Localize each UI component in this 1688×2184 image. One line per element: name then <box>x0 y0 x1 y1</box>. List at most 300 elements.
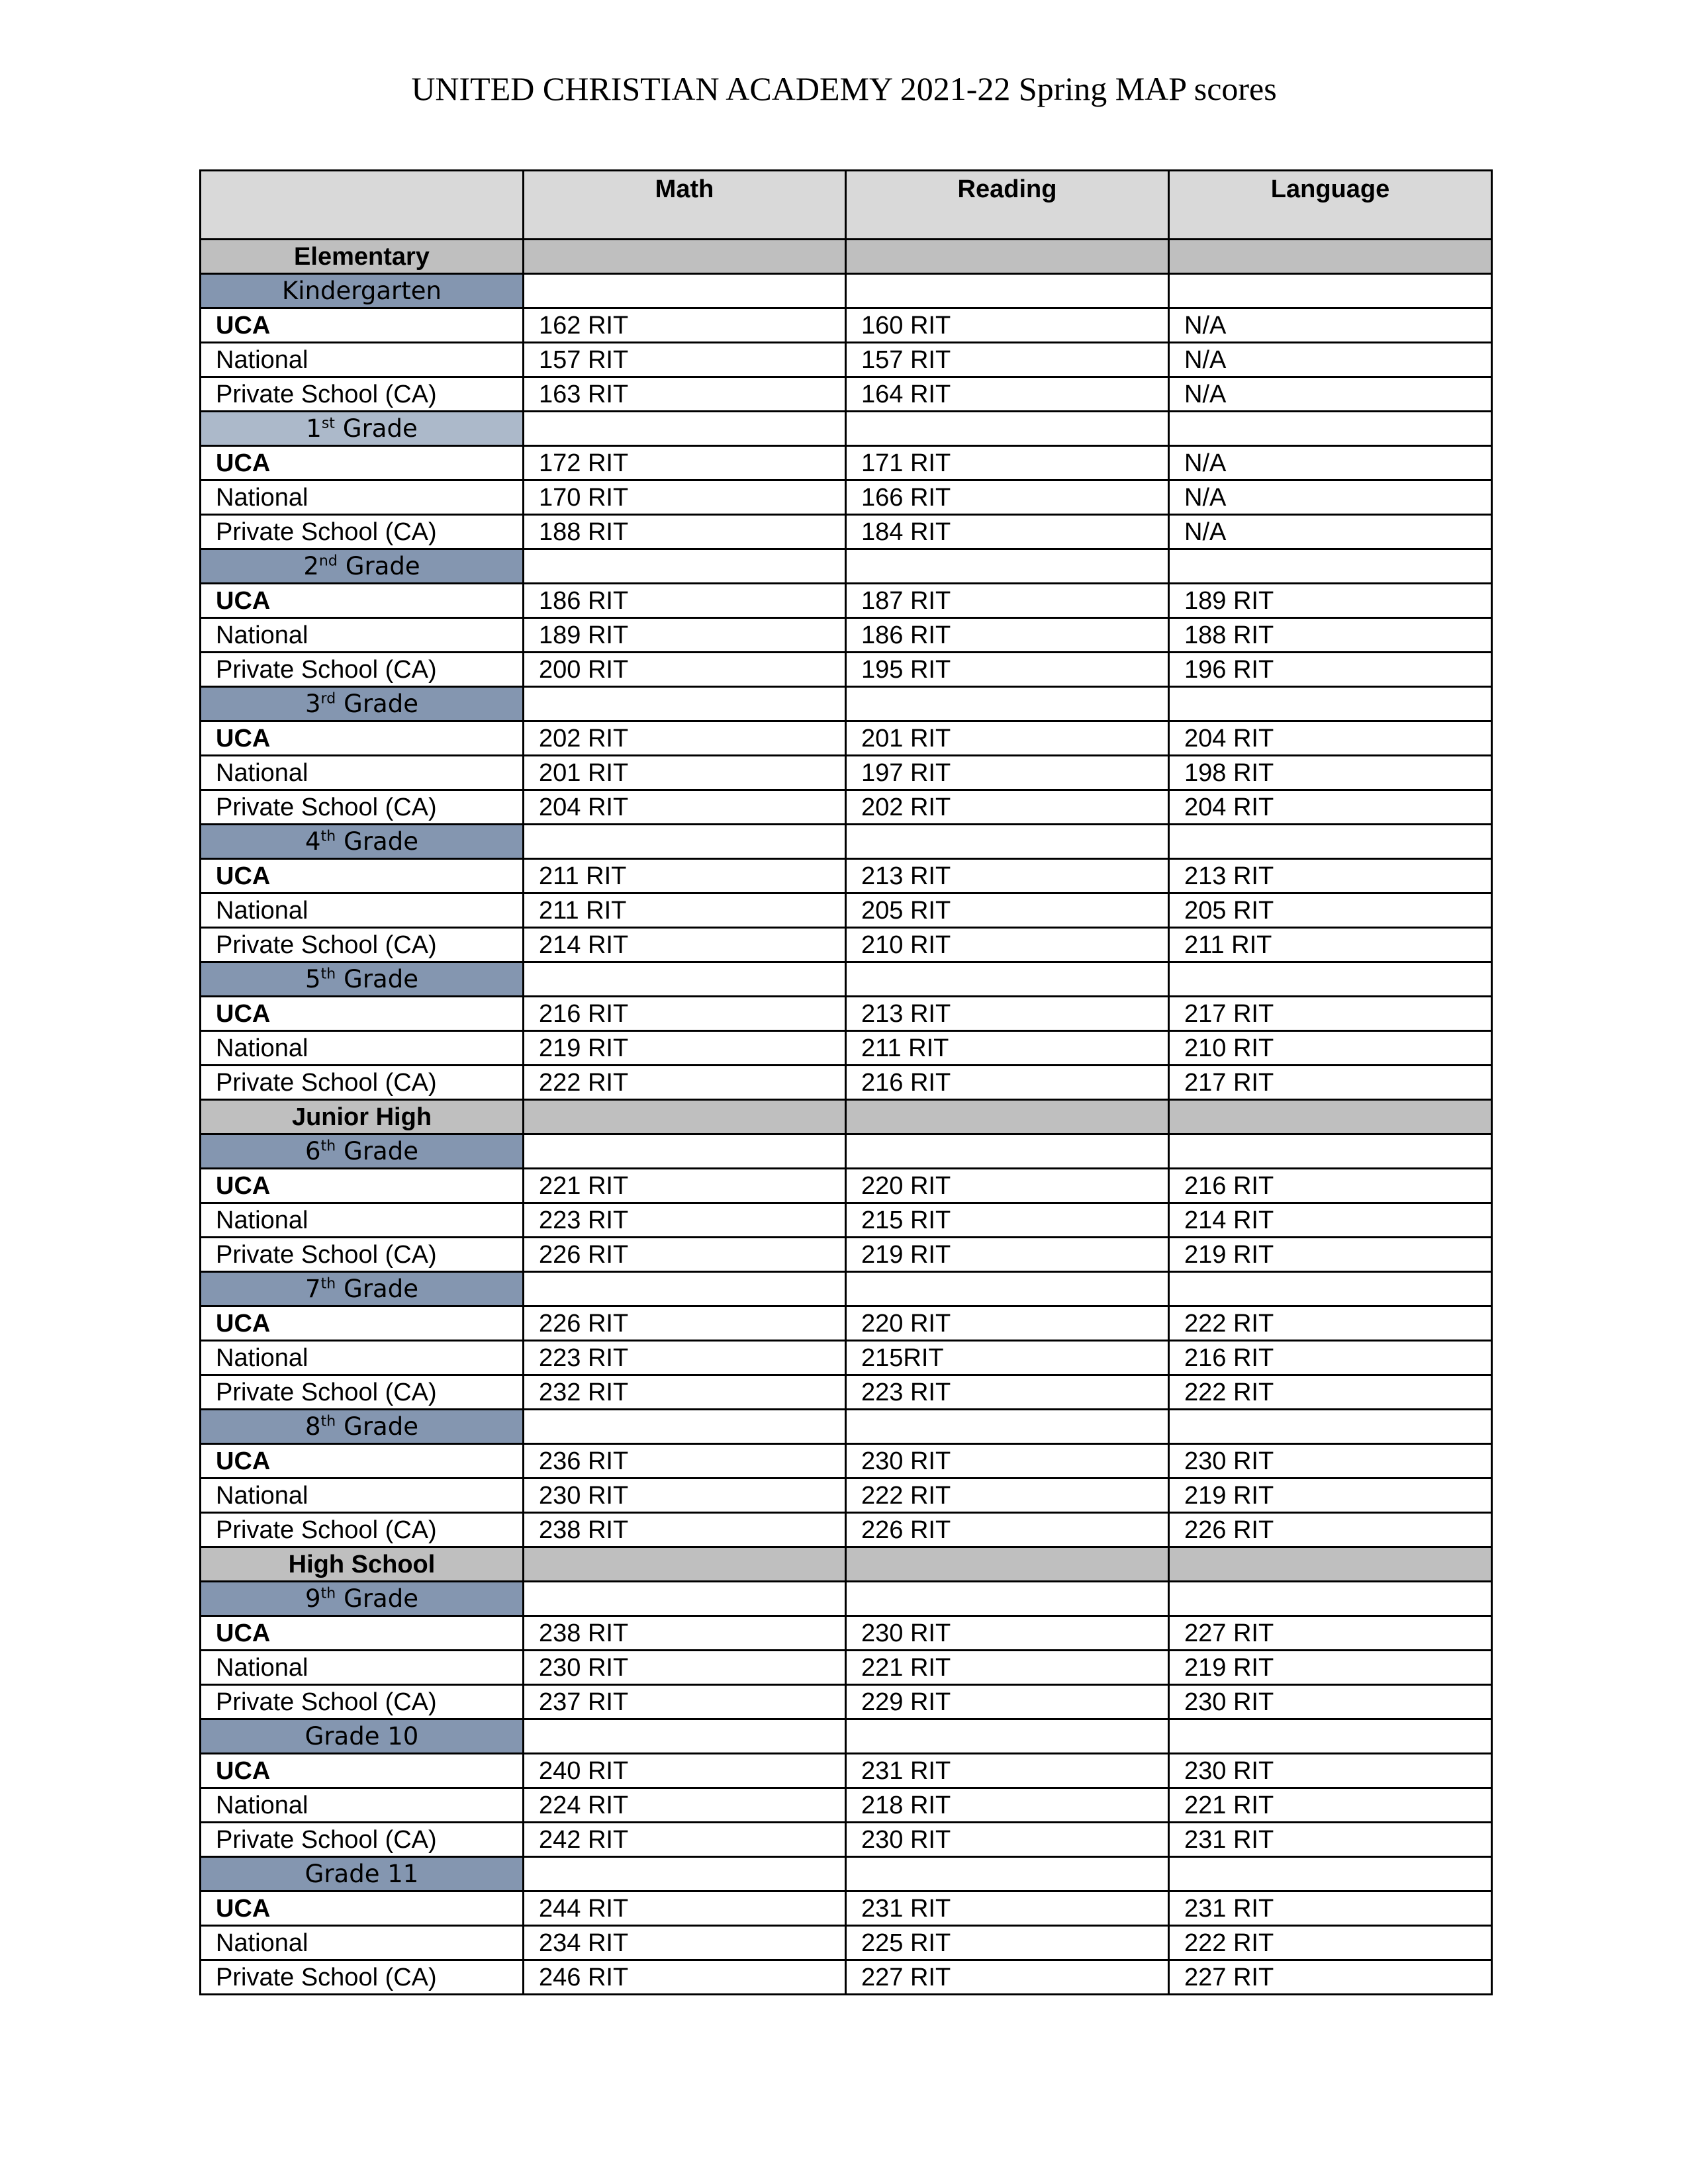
grade-label <box>305 1722 419 1751</box>
reading-score: 202 RIT <box>846 790 1169 825</box>
math-score: 226 RIT <box>524 1306 846 1341</box>
grade-ordinal-suffix: th <box>320 1585 336 1602</box>
language-score: 217 RIT <box>1169 997 1492 1031</box>
grade-number: 5 <box>305 964 321 993</box>
math-score: 211 RIT <box>524 893 846 928</box>
language-score: 198 RIT <box>1169 756 1492 790</box>
reading-score: 222 RIT <box>846 1479 1169 1513</box>
header-row <box>201 171 1492 240</box>
table-row <box>201 1754 1492 1788</box>
section-empty-cell <box>1169 1547 1492 1582</box>
table-row <box>201 790 1492 825</box>
math-score: 202 RIT <box>524 721 846 756</box>
table-row <box>201 1616 1492 1651</box>
table-row <box>201 1169 1492 1203</box>
grade-label-cell <box>201 412 524 446</box>
reading-score: 186 RIT <box>846 618 1169 653</box>
grade-number: 6 <box>305 1136 321 1165</box>
table-row <box>201 1823 1492 1857</box>
grade-empty-cell <box>846 412 1169 446</box>
language-score: 196 RIT <box>1169 653 1492 687</box>
row-label: National <box>201 1479 524 1513</box>
section-row <box>201 1547 1492 1582</box>
reading-score: 219 RIT <box>846 1238 1169 1272</box>
row-label: UCA <box>201 1444 524 1479</box>
grade-number: 3 <box>305 689 321 718</box>
grade-row <box>201 274 1492 308</box>
grade-ordinal-suffix: th <box>320 828 336 845</box>
row-label: National <box>201 343 524 377</box>
language-score: 230 RIT <box>1169 1444 1492 1479</box>
row-label: UCA <box>201 859 524 893</box>
reading-score: 231 RIT <box>846 1891 1169 1926</box>
section-empty-cell <box>1169 1100 1492 1134</box>
math-score: 244 RIT <box>524 1891 846 1926</box>
table-row <box>201 1066 1492 1100</box>
reading-score: 187 RIT <box>846 584 1169 618</box>
grade-number: Grade 11 <box>305 1859 419 1888</box>
row-label: UCA <box>201 1169 524 1203</box>
grade-row <box>201 1857 1492 1891</box>
grade-empty-cell <box>524 1272 846 1306</box>
language-score: 189 RIT <box>1169 584 1492 618</box>
grade-ordinal-suffix: th <box>320 1138 336 1155</box>
math-score: 237 RIT <box>524 1685 846 1719</box>
grade-number: Kindergarten <box>282 276 442 305</box>
table-row <box>201 1788 1492 1823</box>
grade-empty-cell <box>846 1410 1169 1444</box>
grade-label-cell <box>201 1134 524 1169</box>
grade-row <box>201 1582 1492 1616</box>
language-score: 216 RIT <box>1169 1169 1492 1203</box>
reading-score: 215RIT <box>846 1341 1169 1375</box>
language-score: 231 RIT <box>1169 1891 1492 1926</box>
table-row <box>201 446 1492 480</box>
reading-score: 166 RIT <box>846 480 1169 515</box>
reading-score: 197 RIT <box>846 756 1169 790</box>
math-score: 238 RIT <box>524 1616 846 1651</box>
language-score: 214 RIT <box>1169 1203 1492 1238</box>
grade-label-cell <box>201 825 524 859</box>
table-row <box>201 584 1492 618</box>
grade-ordinal-suffix: th <box>320 1413 336 1430</box>
math-score: 204 RIT <box>524 790 846 825</box>
grade-ordinal-suffix: nd <box>318 553 338 570</box>
row-label: Private School (CA) <box>201 515 524 549</box>
table-row <box>201 653 1492 687</box>
math-score: 230 RIT <box>524 1651 846 1685</box>
language-score: 221 RIT <box>1169 1788 1492 1823</box>
language-score: 230 RIT <box>1169 1685 1492 1719</box>
reading-score: 205 RIT <box>846 893 1169 928</box>
grade-empty-cell <box>524 549 846 584</box>
language-score: N/A <box>1169 480 1492 515</box>
math-score: 211 RIT <box>524 859 846 893</box>
reading-score: 230 RIT <box>846 1616 1169 1651</box>
grade-label-cell <box>201 1410 524 1444</box>
reading-score: 164 RIT <box>846 377 1169 412</box>
language-score: 230 RIT <box>1169 1754 1492 1788</box>
language-score: 219 RIT <box>1169 1651 1492 1685</box>
table-row <box>201 1960 1492 1995</box>
grade-row <box>201 687 1492 721</box>
row-label: UCA <box>201 1891 524 1926</box>
table-row <box>201 515 1492 549</box>
math-score: 230 RIT <box>524 1479 846 1513</box>
grade-empty-cell <box>1169 549 1492 584</box>
language-score: N/A <box>1169 377 1492 412</box>
table-row <box>201 1926 1492 1960</box>
row-label: Private School (CA) <box>201 1685 524 1719</box>
table-row <box>201 1513 1492 1547</box>
grade-label <box>303 552 420 580</box>
language-score: 213 RIT <box>1169 859 1492 893</box>
reading-score: 223 RIT <box>846 1375 1169 1410</box>
grade-row <box>201 825 1492 859</box>
section-empty-cell <box>524 240 846 274</box>
math-score: 234 RIT <box>524 1926 846 1960</box>
section-empty-cell <box>846 1547 1169 1582</box>
grade-label <box>305 1275 418 1303</box>
scores-table-body <box>201 171 1492 1995</box>
row-label: UCA <box>201 446 524 480</box>
math-score: 172 RIT <box>524 446 846 480</box>
header-cell-reading: Reading <box>846 171 1169 240</box>
grade-empty-cell <box>1169 962 1492 997</box>
section-empty-cell <box>846 1100 1169 1134</box>
language-score: N/A <box>1169 515 1492 549</box>
math-score: 232 RIT <box>524 1375 846 1410</box>
reading-score: 218 RIT <box>846 1788 1169 1823</box>
grade-empty-cell <box>846 549 1169 584</box>
grade-label <box>305 690 418 718</box>
grade-label <box>305 827 418 856</box>
grade-number: 9 <box>305 1584 321 1613</box>
row-label: Private School (CA) <box>201 1960 524 1995</box>
reading-score: 226 RIT <box>846 1513 1169 1547</box>
grade-word: Grade <box>344 1412 418 1441</box>
language-score: N/A <box>1169 446 1492 480</box>
grade-empty-cell <box>524 412 846 446</box>
grade-empty-cell <box>524 962 846 997</box>
grade-empty-cell <box>524 1410 846 1444</box>
language-score: 227 RIT <box>1169 1616 1492 1651</box>
math-score: 162 RIT <box>524 308 846 343</box>
language-score: 205 RIT <box>1169 893 1492 928</box>
reading-score: 225 RIT <box>846 1926 1169 1960</box>
row-label: Private School (CA) <box>201 790 524 825</box>
grade-word: Grade <box>345 551 420 580</box>
language-score: 227 RIT <box>1169 1960 1492 1995</box>
grade-row <box>201 1134 1492 1169</box>
row-label: Private School (CA) <box>201 928 524 962</box>
table-row <box>201 997 1492 1031</box>
reading-score: 160 RIT <box>846 308 1169 343</box>
section-label: High School <box>201 1547 524 1582</box>
table-row <box>201 1375 1492 1410</box>
reading-score: 184 RIT <box>846 515 1169 549</box>
header-cell-corner <box>201 171 524 240</box>
grade-ordinal-suffix: rd <box>320 690 336 707</box>
grade-empty-cell <box>1169 1134 1492 1169</box>
reading-score: 220 RIT <box>846 1306 1169 1341</box>
grade-empty-cell <box>524 1582 846 1616</box>
grade-row <box>201 962 1492 997</box>
language-score: 204 RIT <box>1169 790 1492 825</box>
section-row <box>201 240 1492 274</box>
grade-empty-cell <box>846 1582 1169 1616</box>
grade-row <box>201 1272 1492 1306</box>
row-label: Private School (CA) <box>201 1375 524 1410</box>
row-label: UCA <box>201 721 524 756</box>
grade-ordinal-suffix: th <box>320 1275 336 1293</box>
grade-label <box>282 277 442 305</box>
reading-score: 231 RIT <box>846 1754 1169 1788</box>
math-score: 222 RIT <box>524 1066 846 1100</box>
row-label: Private School (CA) <box>201 1066 524 1100</box>
math-score: 170 RIT <box>524 480 846 515</box>
section-empty-cell <box>1169 240 1492 274</box>
grade-label-cell <box>201 1582 524 1616</box>
table-row <box>201 1651 1492 1685</box>
grade-empty-cell <box>1169 412 1492 446</box>
row-label: National <box>201 1031 524 1066</box>
reading-score: 201 RIT <box>846 721 1169 756</box>
grade-empty-cell <box>1169 1582 1492 1616</box>
table-row <box>201 859 1492 893</box>
row-label: Private School (CA) <box>201 377 524 412</box>
table-row <box>201 1479 1492 1513</box>
grade-label <box>305 1412 418 1441</box>
table-row <box>201 343 1492 377</box>
language-score: 210 RIT <box>1169 1031 1492 1066</box>
math-score: 224 RIT <box>524 1788 846 1823</box>
grade-empty-cell <box>846 825 1169 859</box>
language-score: 219 RIT <box>1169 1238 1492 1272</box>
math-score: 214 RIT <box>524 928 846 962</box>
row-label: UCA <box>201 308 524 343</box>
grade-word: Grade <box>342 414 418 443</box>
math-score: 188 RIT <box>524 515 846 549</box>
grade-empty-cell <box>524 1857 846 1891</box>
header-cell-math: Math <box>524 171 846 240</box>
grade-empty-cell <box>846 1134 1169 1169</box>
grade-label <box>305 1860 419 1888</box>
math-score: 219 RIT <box>524 1031 846 1066</box>
grade-empty-cell <box>1169 687 1492 721</box>
reading-score: 227 RIT <box>846 1960 1169 1995</box>
grade-label-cell <box>201 549 524 584</box>
grade-empty-cell <box>846 1719 1169 1754</box>
row-label: National <box>201 756 524 790</box>
language-score: 188 RIT <box>1169 618 1492 653</box>
grade-empty-cell <box>524 274 846 308</box>
row-label: Private School (CA) <box>201 1823 524 1857</box>
section-label: Junior High <box>201 1100 524 1134</box>
grade-empty-cell <box>846 687 1169 721</box>
section-empty-cell <box>524 1547 846 1582</box>
reading-score: 195 RIT <box>846 653 1169 687</box>
table-row <box>201 1203 1492 1238</box>
math-score: 246 RIT <box>524 1960 846 1995</box>
reading-score: 229 RIT <box>846 1685 1169 1719</box>
reading-score: 157 RIT <box>846 343 1169 377</box>
table-row <box>201 1891 1492 1926</box>
table-row <box>201 756 1492 790</box>
section-empty-cell <box>524 1100 846 1134</box>
grade-label-cell <box>201 1272 524 1306</box>
grade-label-cell <box>201 1857 524 1891</box>
table-row <box>201 1444 1492 1479</box>
math-score: 189 RIT <box>524 618 846 653</box>
language-score: 226 RIT <box>1169 1513 1492 1547</box>
grade-row <box>201 1410 1492 1444</box>
reading-score: 230 RIT <box>846 1823 1169 1857</box>
grade-label <box>305 1584 418 1613</box>
grade-number: Grade 10 <box>305 1721 419 1751</box>
language-score: 222 RIT <box>1169 1375 1492 1410</box>
grade-number: 8 <box>305 1412 321 1441</box>
table-row <box>201 1238 1492 1272</box>
table-row <box>201 1685 1492 1719</box>
language-score: N/A <box>1169 343 1492 377</box>
grade-word: Grade <box>344 827 418 856</box>
math-score: 223 RIT <box>524 1203 846 1238</box>
grade-empty-cell <box>1169 1410 1492 1444</box>
language-score: 211 RIT <box>1169 928 1492 962</box>
math-score: 238 RIT <box>524 1513 846 1547</box>
table-row <box>201 1341 1492 1375</box>
grade-empty-cell <box>524 687 846 721</box>
section-row <box>201 1100 1492 1134</box>
table-row <box>201 1306 1492 1341</box>
math-score: 221 RIT <box>524 1169 846 1203</box>
grade-row <box>201 549 1492 584</box>
math-score: 236 RIT <box>524 1444 846 1479</box>
table-row <box>201 893 1492 928</box>
math-score: 216 RIT <box>524 997 846 1031</box>
header-cell-language: Language <box>1169 171 1492 240</box>
row-label: National <box>201 1341 524 1375</box>
grade-empty-cell <box>1169 274 1492 308</box>
table-row <box>201 1031 1492 1066</box>
grade-empty-cell <box>846 274 1169 308</box>
language-score: 216 RIT <box>1169 1341 1492 1375</box>
row-label: UCA <box>201 1616 524 1651</box>
grade-number: 1 <box>306 414 322 443</box>
language-score: N/A <box>1169 308 1492 343</box>
reading-score: 216 RIT <box>846 1066 1169 1100</box>
reading-score: 213 RIT <box>846 997 1169 1031</box>
grade-label-cell <box>201 687 524 721</box>
row-label: National <box>201 618 524 653</box>
grade-word: Grade <box>344 1136 418 1165</box>
row-label: Private School (CA) <box>201 653 524 687</box>
table-row <box>201 480 1492 515</box>
row-label: UCA <box>201 1754 524 1788</box>
reading-score: 211 RIT <box>846 1031 1169 1066</box>
reading-score: 171 RIT <box>846 446 1169 480</box>
math-score: 200 RIT <box>524 653 846 687</box>
row-label: Private School (CA) <box>201 1238 524 1272</box>
section-label: Elementary <box>201 240 524 274</box>
row-label: National <box>201 480 524 515</box>
grade-empty-cell <box>524 825 846 859</box>
grade-word: Grade <box>344 1584 418 1613</box>
grade-empty-cell <box>846 1272 1169 1306</box>
grade-word: Grade <box>344 964 418 993</box>
reading-score: 215 RIT <box>846 1203 1169 1238</box>
table-row <box>201 618 1492 653</box>
language-score: 222 RIT <box>1169 1306 1492 1341</box>
section-empty-cell <box>846 240 1169 274</box>
language-score: 204 RIT <box>1169 721 1492 756</box>
grade-empty-cell <box>524 1134 846 1169</box>
row-label: National <box>201 1203 524 1238</box>
row-label: National <box>201 1651 524 1685</box>
grade-empty-cell <box>846 962 1169 997</box>
row-label: National <box>201 1788 524 1823</box>
grade-number: 4 <box>305 827 321 856</box>
grade-number: 2 <box>303 551 319 580</box>
grade-empty-cell <box>846 1857 1169 1891</box>
language-score: 222 RIT <box>1169 1926 1492 1960</box>
math-score: 223 RIT <box>524 1341 846 1375</box>
scores-table <box>199 169 1493 1995</box>
row-label: National <box>201 1926 524 1960</box>
reading-score: 210 RIT <box>846 928 1169 962</box>
grade-number: 7 <box>305 1274 321 1303</box>
grade-ordinal-suffix: st <box>321 415 335 432</box>
grade-label <box>306 414 417 443</box>
row-label: UCA <box>201 584 524 618</box>
table-row <box>201 308 1492 343</box>
grade-label-cell <box>201 1719 524 1754</box>
language-score: 219 RIT <box>1169 1479 1492 1513</box>
math-score: 240 RIT <box>524 1754 846 1788</box>
math-score: 163 RIT <box>524 377 846 412</box>
grade-empty-cell <box>1169 1272 1492 1306</box>
grade-empty-cell <box>524 1719 846 1754</box>
row-label: UCA <box>201 997 524 1031</box>
table-row <box>201 928 1492 962</box>
page-title: UNITED CHRISTIAN ACADEMY 2021-22 Spring MAP scores <box>411 70 1277 107</box>
row-label: National <box>201 893 524 928</box>
grade-label <box>305 965 418 993</box>
grade-word: Grade <box>344 689 418 718</box>
math-score: 242 RIT <box>524 1823 846 1857</box>
math-score: 201 RIT <box>524 756 846 790</box>
language-score: 231 RIT <box>1169 1823 1492 1857</box>
reading-score: 213 RIT <box>846 859 1169 893</box>
table-row <box>201 721 1492 756</box>
row-label: Private School (CA) <box>201 1513 524 1547</box>
grade-row <box>201 412 1492 446</box>
math-score: 186 RIT <box>524 584 846 618</box>
grade-empty-cell <box>1169 1857 1492 1891</box>
grade-word: Grade <box>344 1274 418 1303</box>
reading-score: 221 RIT <box>846 1651 1169 1685</box>
language-score: 217 RIT <box>1169 1066 1492 1100</box>
grade-row <box>201 1719 1492 1754</box>
math-score: 157 RIT <box>524 343 846 377</box>
reading-score: 220 RIT <box>846 1169 1169 1203</box>
reading-score: 230 RIT <box>846 1444 1169 1479</box>
math-score: 226 RIT <box>524 1238 846 1272</box>
grade-empty-cell <box>1169 825 1492 859</box>
grade-ordinal-suffix: th <box>320 966 336 983</box>
grade-empty-cell <box>1169 1719 1492 1754</box>
